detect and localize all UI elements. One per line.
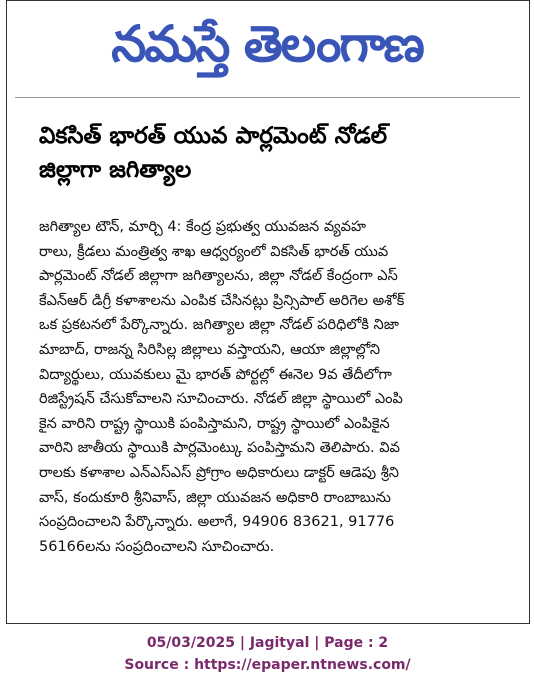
headline-line-2: జిల్లాగా జగిత్యాల [39,157,192,183]
newspaper-masthead: నమస్తే తెలంగాణ [111,15,423,73]
body-line: వాస్, కందుకూరి శ్రీనివాస్, జిల్లా యువజన అధికారి రాంబాబును [39,489,391,506]
article-body [39,215,523,559]
body-line: మాబాద్, రాజన్న సిరిసిల్ల జిల్లాలు వస్తాయని, ఆయా జిల్లాల్లోని [39,341,381,358]
body-line: జగిత్యాల టౌన్, మార్చి 4: కేంద్ర ప్రభుత్వ యువజన వ్యవహ [39,219,366,235]
body-line: 56166లను సంప్రదించాలని సూచించారు. [39,538,275,555]
divider [15,97,520,98]
body-line: ఒక ప్రకటనలో పేర్కొన్నారు. జగిత్యాల జిల్లా నోడల్ పరిధిలోకి నిజా [39,317,399,334]
article-headline [39,119,519,187]
body-line: వారిని జాతీయ స్థాయికి పార్లమెంట్కు పంపిస్తామని తెలిపారు. వివ [39,440,400,457]
body-line: రాలకు కళాశాల ఎన్ఎస్ఎస్ ప్రోగ్రాం అధికారులు డాక్టర్ ఆడెపు శ్రీని [39,464,399,481]
body-line: విద్యార్థులు, యువకులు మై భారత్ పోర్టల్లో ఈనెల 9వ తేదీలోగా [39,366,392,383]
body-line: పార్లమెంట్ నోడల్ జిల్లాగా జగిత్యాలను, జిల్లా నోడల్ కేంద్రంగా ఎస్ [39,268,398,285]
body-line: సంప్రదించాలని పేర్కొన్నారు. అలాగే, 94906 83621, 91776 [39,514,395,531]
newspaper-clipping [6,0,530,624]
body-line: కైన వారిని రాష్ట్ర స్థాయికి పంపిస్తామని, రాష్ట్ర స్థాయిలో ఎంపికైన [39,415,390,432]
body-line: రాలు, క్రీడలు మంత్రిత్వ శాఖ ఆధ్వర్యంలో వికసిత్ భారత్ యువ [39,243,389,260]
body-line: రిజిస్ట్రేషన్ చేసుకోవాలని సూచించారు. నోడల్ జిల్లా స్థాయిలో ఎంపి [39,391,403,408]
body-line: కేఎన్ఆర్ డిగ్రీ కళాశాలను ఎంపిక చేసినట్లు ప్రిన్సిపాల్ అరిగెల అశోక్ [39,292,405,309]
footer-date-line: 05/03/2025 | Jagityal | Page : 2 [146,635,389,651]
source-footer [0,632,535,676]
footer-source-line: Source : https://epaper.ntnews.com/ [124,657,411,673]
headline-line-1: వికసిత్ భారత్ యువ పార్లమెంట్ నోడల్ [39,123,388,149]
